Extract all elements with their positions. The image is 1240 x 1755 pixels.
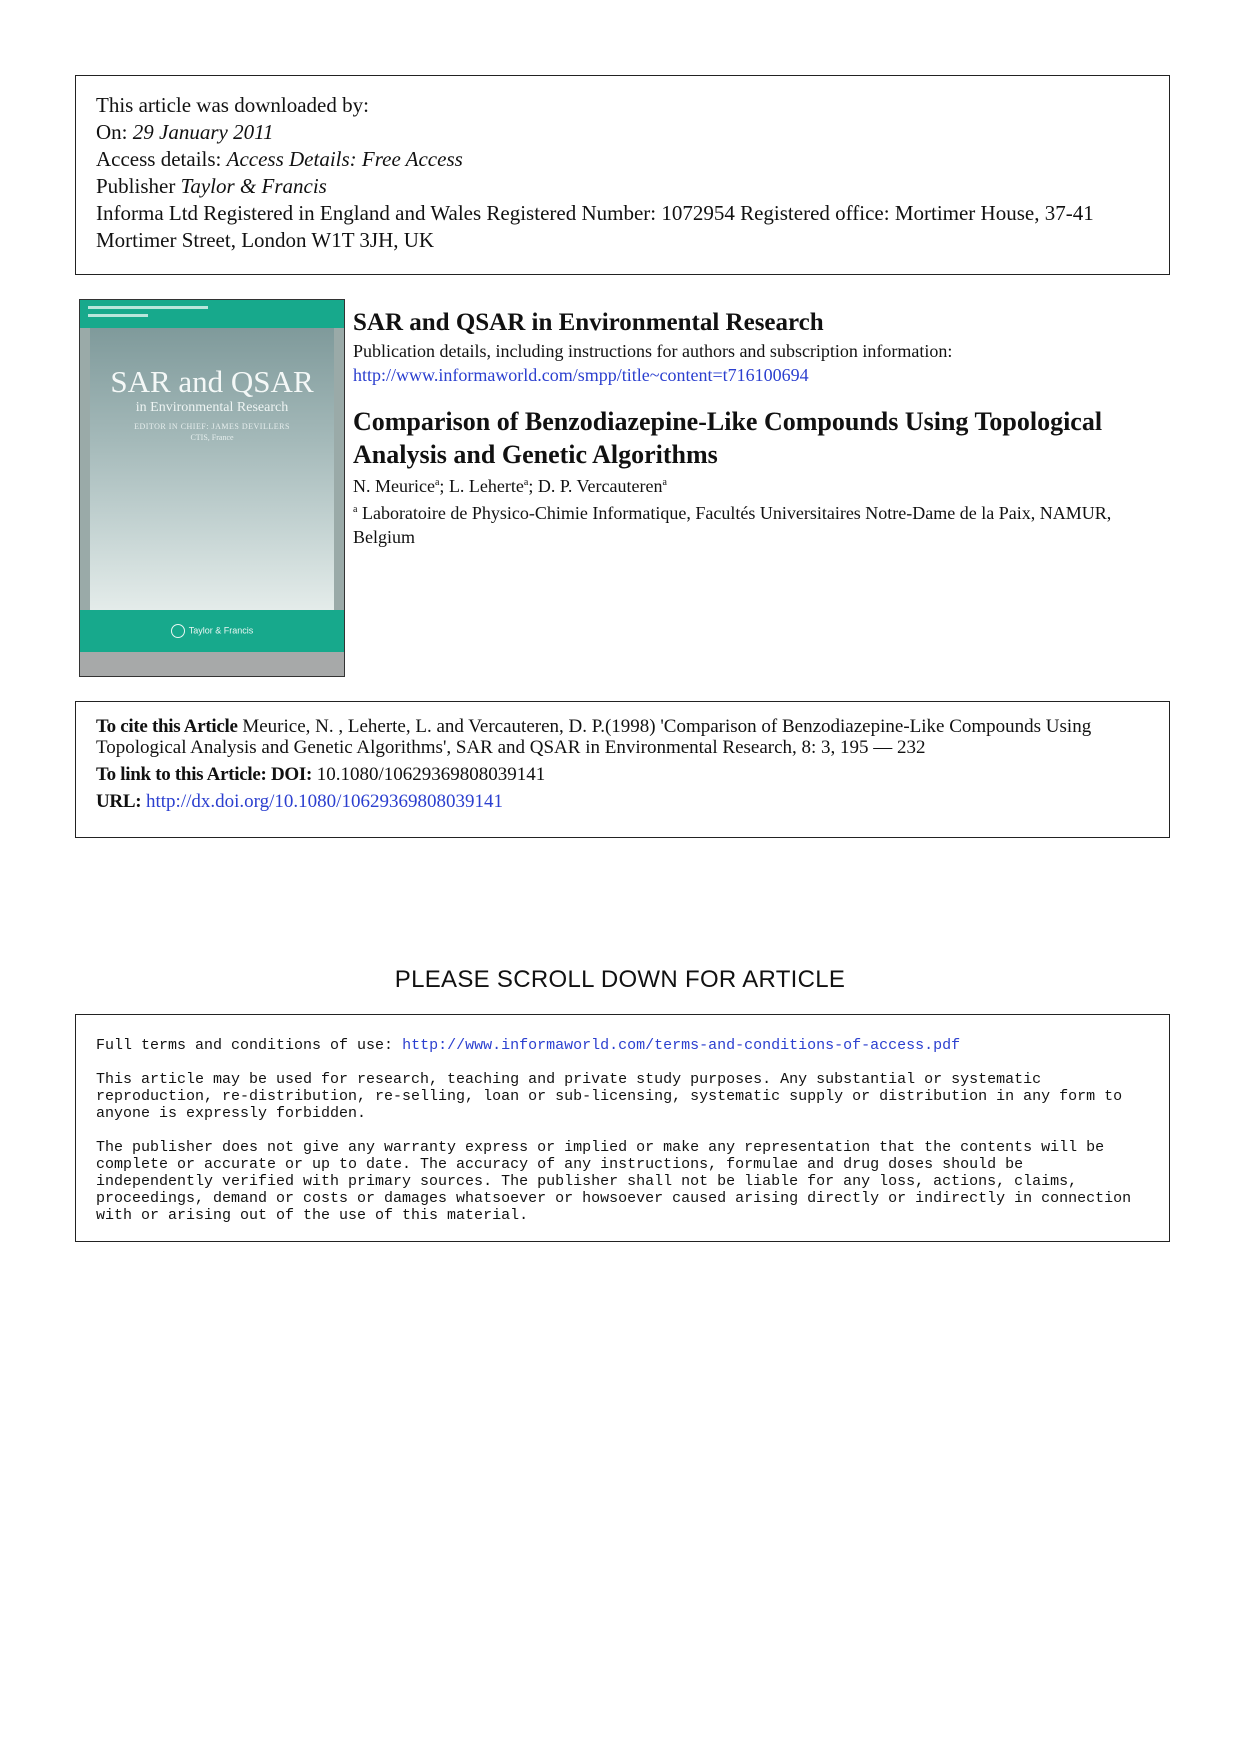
affiliation-mark: a <box>523 477 529 488</box>
download-date-value: 29 January 2011 <box>132 120 274 144</box>
url-line <box>96 791 1149 812</box>
affiliation-mark: a <box>434 477 440 488</box>
disclaimer-paragraph: The publisher does not give any warranty express or implied or make any representation that the contents will be complete or accurate or up to date. The accuracy of any instructions, formulae and drug doses should be independently verified with primary sources. The publisher shall not be liable for any loss, actions, claims, proceedings, demand or costs or damages whatsoever or howsoever caused arising directly or indirectly in connection with or arising out of the use of this material. <box>96 1139 1132 1224</box>
journal-cover-image <box>79 299 345 677</box>
affiliation-mark: a <box>353 504 358 515</box>
citation-label: To cite this Article <box>96 716 238 737</box>
author-name: N. Meurice <box>353 476 435 496</box>
author-name: D. P. Vercauteren <box>537 476 663 496</box>
journal-link[interactable]: http://www.informaworld.com/smpp/title~content=t716100694 <box>353 365 809 385</box>
publisher <box>96 173 1149 200</box>
download-date <box>96 119 1149 146</box>
terms-line <box>96 1037 1149 1054</box>
access-details <box>96 146 1149 173</box>
download-date-label: On: <box>96 120 133 144</box>
author-list: N. Meurice$^a$; L. Leherte$^a$; D. P. Vercauteren$^a$ <box>353 476 667 496</box>
url-label: URL: <box>96 791 142 812</box>
usage-paragraph: This article may be used for research, teaching and private study purposes. Any substantial or systematic reproduction, re-distribution, re-selling, loan or sub-licensing, systematic supply or distribution in any form to anyone is expressly forbidden. <box>96 1071 1123 1122</box>
download-info-box <box>75 75 1170 275</box>
cover-footer <box>80 652 344 677</box>
publisher-value: Taylor & Francis <box>180 174 327 198</box>
article-header <box>353 307 1173 549</box>
publisher-label: Publisher <box>96 174 181 198</box>
registration-info: Informa Ltd Registered in England and Wales Registered Number: 1072954 Registered office: Mortimer House, 37-41 Mortimer Street, London W1T 3JH, UK <box>96 201 1094 252</box>
publication-details: Publication details, including instructions for authors and subscription information: <box>353 341 953 361</box>
author-name: L. Leherte <box>448 476 524 496</box>
citation-text: Meurice, N. , Leherte, L. and Vercauteren, D. P.(1998) 'Comparison of Benzodiazepine-Like Compounds Using Topological Analysis and Genetic Algorithms', SAR and QSAR in Environmental Research, 8: 3, 195 — 232 <box>96 716 1092 758</box>
cover-publisher-name: Taylor & Francis <box>188 625 254 636</box>
doi-line <box>96 764 1149 785</box>
cover-publisher-logo <box>80 624 344 638</box>
terms-link[interactable]: http://www.informaworld.com/terms-and-conditions-of-access.pdf <box>402 1037 961 1054</box>
terms-box <box>75 1014 1170 1242</box>
cover-editor-location: CTIS, France <box>190 433 234 442</box>
access-details-value: Access Details: Free Access <box>226 147 463 171</box>
affiliation-text: Laboratoire de Physico-Chimie Informatique, Facultés Universitaires Notre-Dame de la Paix, NAMUR, Belgium <box>353 503 1112 547</box>
downloaded-by: This article was downloaded by: <box>96 93 369 117</box>
cover-top-band <box>80 300 344 328</box>
citation <box>96 716 1149 758</box>
cover-subtitle: in Environmental Research <box>135 400 289 415</box>
terms-label: Full terms and conditions of use: <box>96 1037 403 1054</box>
affiliation <box>353 498 1173 549</box>
doi-label: To link to this Article: DOI: <box>96 764 312 785</box>
journal-title: SAR and QSAR in Environmental Research <box>353 309 824 336</box>
cover-editor: EDITOR IN CHIEF: JAMES DEVILLERS <box>134 422 290 431</box>
cover-title: SAR and QSAR <box>110 364 314 399</box>
doi-value: 10.1080/10629369808039141 <box>311 764 546 785</box>
publisher-logo-icon <box>171 624 185 638</box>
scroll-down-message: PLEASE SCROLL DOWN FOR ARTICLE <box>394 966 846 993</box>
citation-box <box>75 701 1170 838</box>
article-title: Comparison of Benzodiazepine-Like Compounds Using Topological Analysis and Genetic Algorithms <box>353 407 1103 469</box>
affiliation-mark: a <box>662 477 667 488</box>
doi-url-link[interactable]: http://dx.doi.org/10.1080/10629369808039141 <box>146 791 503 812</box>
access-details-label: Access details: <box>96 147 227 171</box>
